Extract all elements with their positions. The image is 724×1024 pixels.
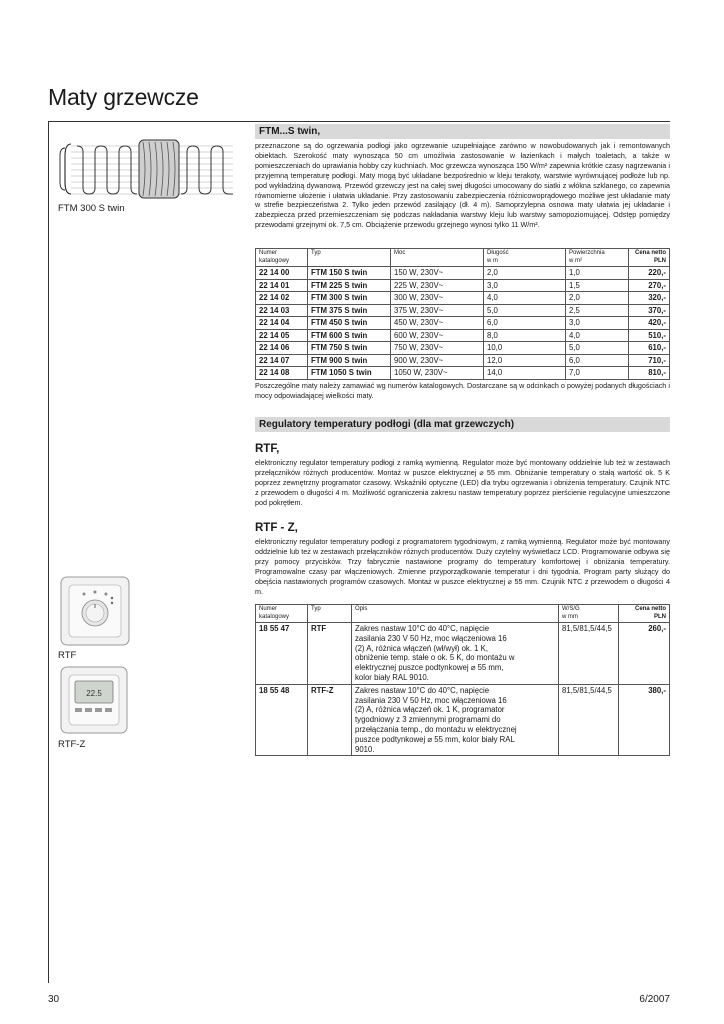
rtf-heading: RTF, (255, 443, 280, 455)
rtfz-caption: RTF-Z (58, 739, 86, 750)
ftm-heading: FTM...S twin, (255, 124, 670, 139)
table-row: 22 14 06 FTM 750 S twin 750 W, 230V~ 10,0 5,0 610,- (256, 342, 670, 355)
regulators-table (255, 604, 670, 756)
rtfz-thermostat-image (60, 666, 128, 734)
rtfz-display-readout: 22.5 (86, 689, 102, 698)
mat-caption: FTM 300 S twin (58, 203, 125, 214)
col-number: Numer katalogowy (256, 605, 308, 623)
rtf-caption: RTF (58, 650, 77, 661)
col-price: Cena netto PLN (629, 249, 670, 267)
ftm-description: przeznaczone są do ogrzewania podłogi jako ogrzewanie uzupełniające zarówno w nowobudowanych jak i remontowanych obiektach. Szerokość maty wynosząca 50 cm umożliwia zastosowanie w łazienkach i małych toaletach, a także w pomieszczeniach do uprawiania hobby czy kuchniach. Moc grzewcza wynosząca 150 W/m² zapewnia krótkie czasy nagrzewania i przyjemną temperaturę podłogi. Maty mogą być układane bezpośrednio w kleju terakoty, warstwie wyrównującej podłoże lub np. pod wykładziną dywanową. Przewód grzewczy jest na całej swej długości umocowany do siatki z włókna szklanego, co zapewnia równomierne ułożenie i ułatwia układanie. Przy zastosowaniu zabezpieczenia różnicowoprądowego możliwe jest układanie maty w strefie bezpieczeństwa 2. Tylko jeden przewód zasilający (dł. 4 m). Samoprzylepna osnowa maty ułatwia jej układanie i zabezpiecza przed przemieszczeniam się podczas nakładania warstwy kleju lub warstwy samopoziomującej. Odstęp pomiędzy przewodami grzejnymi ok. 7,5 cm. Obciążenie przewodu grzejnego wynosi tylko 11 W/m². (255, 141, 670, 230)
heating-mat-image (57, 138, 237, 200)
rtfz-description: elektroniczny regulator temperatury podłogi z programatorem tygodniowym, z ramką wymienną. Regulator może być montowany oddzielnie lub też w zestawach przełączników różnych producentów. Duży czytelny wyświetlacz LCD. Programowanie odbywa się przy pomocy przycisków. Trzy fabrycznie nastawione programy do temperatury komfortowej i obniżania temperatury. Programowalne czasy par włączeniowych. Zmienne przyporządkowanie temperatur i dni tygodnia. Program party służący do obejścia nastawionych programów czasowych. Montaż w puszce elektrycznej ⌀ 55 mm. Czujnik NTC z przewodem o długości 4 m. (255, 537, 670, 596)
col-length: Długość w m (484, 249, 566, 267)
table-row: 22 14 04 FTM 450 S twin 450 W, 230V~ 6,0 3,0 420,- (256, 317, 670, 330)
table-row: 22 14 01 FTM 225 S twin 225 W, 230V~ 3,0 1,5 270,- (256, 279, 670, 292)
table-row: 22 14 08 FTM 1050 S twin 1050 W, 230V~ 14,0 7,0 810,- (256, 367, 670, 380)
table-row: 22 14 03 FTM 375 S twin 375 W, 230V~ 5,0 2,5 370,- (256, 304, 670, 317)
table-row: 18 55 47 RTF Zakres nastaw 10°C do 40°C, napięcie zasilania 230 V 50 Hz, moc włączeniowa 16 (2) A, różnica włączeń (wł/wył) ok. 1 K, obniżenie temp. stałe o ok. 5 K, do montażu w elektrycznej puszce podtynkowej ⌀ 55 mm, kolor biały RAL 9010. 81,5/81,5/44,5 260,- (256, 623, 670, 685)
table-row: 22 14 00 FTM 150 S twin 150 W, 230V~ 2,0 1,0 220,- (256, 267, 670, 280)
col-area: Powierzchnia w m² (566, 249, 629, 267)
col-power: Moc (391, 249, 484, 267)
table-row: 22 14 05 FTM 600 S twin 600 W, 230V~ 8,0 4,0 510,- (256, 329, 670, 342)
page-title: Maty grzewcze (48, 84, 199, 110)
page-date: 6/2007 (639, 994, 670, 1005)
regulators-table-header (256, 605, 670, 623)
page-number: 30 (48, 994, 60, 1005)
col-number: Numer katalogowy (256, 249, 308, 267)
title-divider (48, 121, 670, 122)
rtf-thermostat-image (60, 576, 130, 646)
col-price: Cena netto PLN (619, 605, 670, 623)
ftm-order-note: Poszczególne maty należy zamawiać wg numerów katalogowych. Dostarczane są w odcinkach o powyżej podanych długościach i mocy odpowiadającej wielkości maty. (255, 381, 670, 400)
table-row: 22 14 07 FTM 900 S twin 900 W, 230V~ 12,0 6,0 710,- (256, 354, 670, 367)
table-row: 22 14 02 FTM 300 S twin 300 W, 230V~ 4,0 2,0 320,- (256, 292, 670, 305)
rtfz-heading: RTF - Z, (255, 522, 298, 534)
regulators-heading: Regulatory temperatury podłogi (dla mat grzewczych) (255, 417, 670, 432)
ftm-table-header (256, 249, 670, 267)
col-dimensions: W/S/G w mm (559, 605, 619, 623)
table-row: 18 55 48 RTF-Z Zakres nastaw 10°C do 40°C, napięcie zasilania 230 V 50 Hz, moc włączeniowa 16 (2) A, różnica włączeń ok. 1 K, programator tygodniowy z 3 zmiennymi programami do przełączania temp., do montażu w elektrycznej puszce podtynkowej ⌀ 55 mm, kolor biały RAL 9010. 81,5/81,5/44,5 380,- (256, 684, 670, 756)
col-type: Typ (308, 605, 352, 623)
col-description: Opis (352, 605, 559, 623)
col-type: Typ (308, 249, 391, 267)
left-column-divider (48, 121, 49, 983)
rtf-description: elektroniczny regulator temperatury podłogi z ramką wymienną. Regulator może być montowany oddzielnie lub też w zestawach przełączników różnych producentów. Montaż w puszce elektrycznej ⌀ 55 mm. Obniżanie temperatury o stałą wartość ok. 5 K poprzez zewnętrzny programator czasowy. Wskaźniki optyczne (LED) dla trybu ogrzewania i obniżenia temperatury. Czujnik NTC z przewodem o długości 4 m. Możliwość ograniczenia zakresu nastaw temperatury poprzez pierścienie regulacyjne umieszczone pod pokrętłem. (255, 458, 670, 507)
ftm-table (255, 248, 670, 380)
